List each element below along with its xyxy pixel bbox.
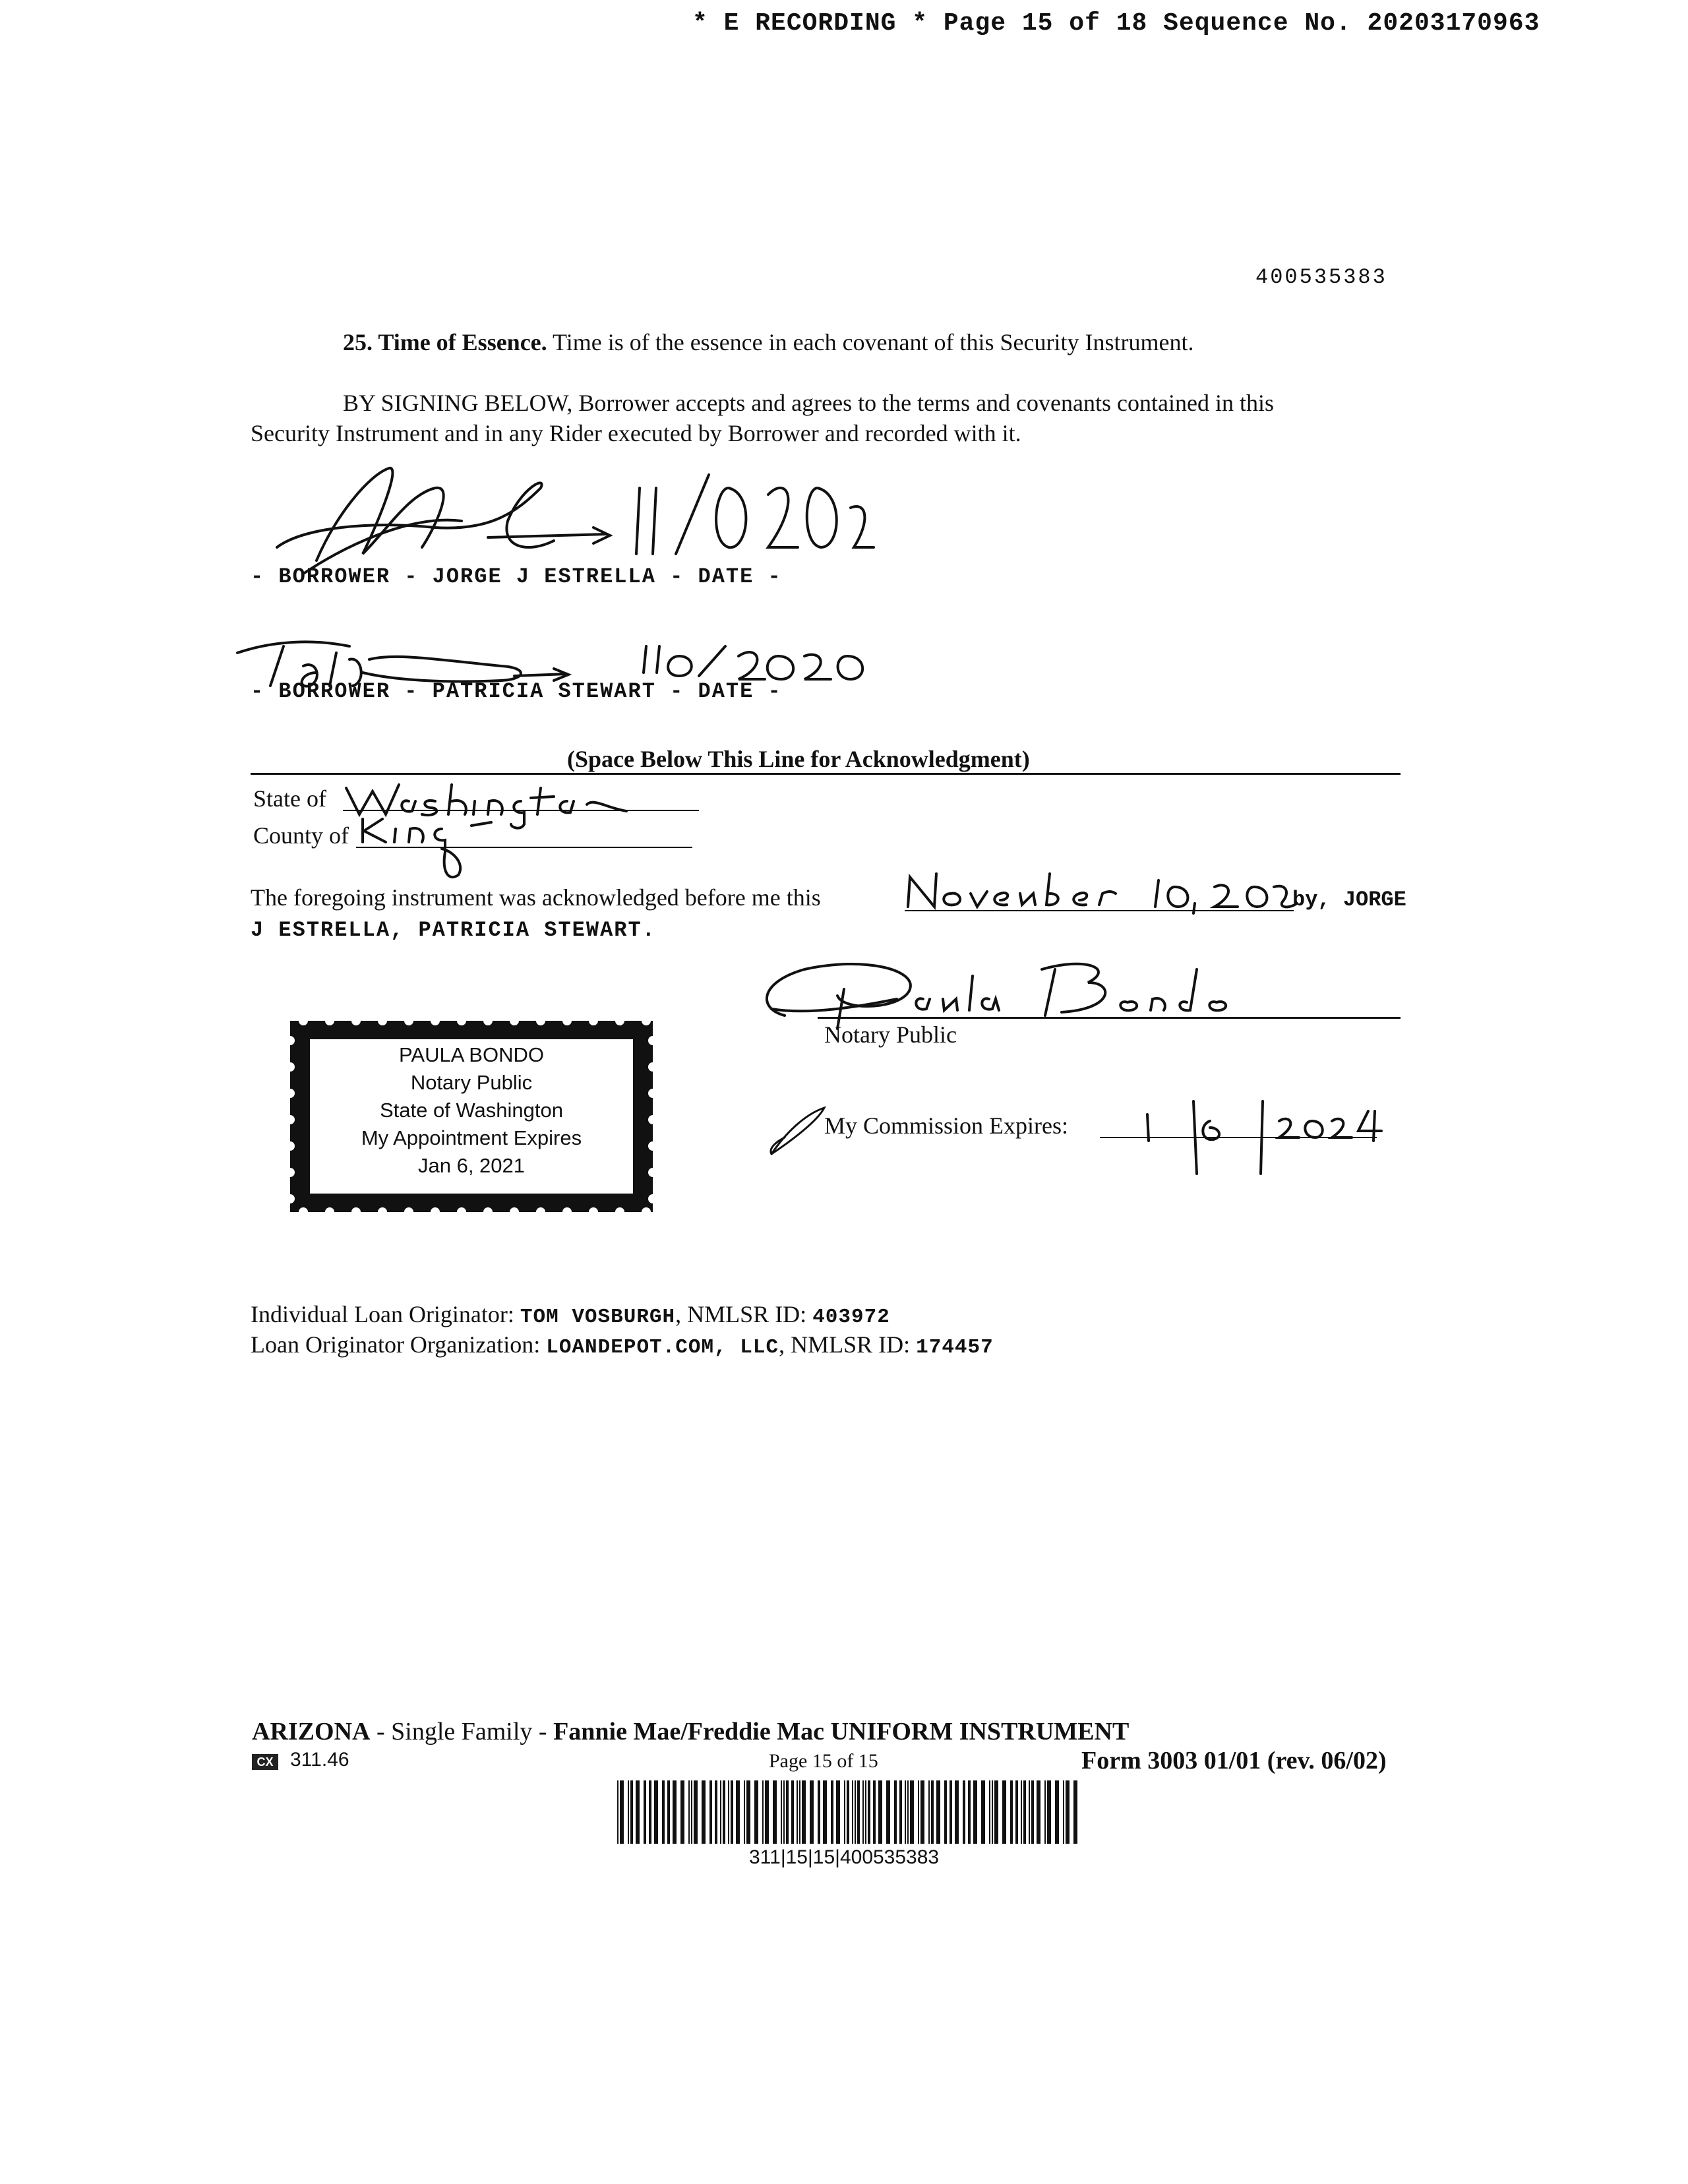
originator-id: 403972 bbox=[812, 1306, 890, 1329]
form-code: 311.46 bbox=[290, 1749, 349, 1771]
footer-dash: - Single Family - bbox=[370, 1718, 554, 1745]
acknowledged-names: J ESTRELLA, PATRICIA STEWART. bbox=[251, 918, 656, 942]
commission-label: My Commission Expires: bbox=[824, 1112, 1069, 1139]
state-label: State of bbox=[253, 785, 326, 812]
county-label: County of bbox=[253, 822, 349, 849]
individual-loan-originator bbox=[251, 1300, 890, 1329]
originator-label: Individual Loan Originator: bbox=[251, 1301, 520, 1327]
clause-25-text: Time is of the essence in each covenant of this Security Instrument. bbox=[547, 329, 1194, 355]
recording-stamp: * E RECORDING * Page 15 of 18 Sequence No. 20203170963 bbox=[692, 9, 1540, 38]
signing-statement-line1: BY SIGNING BELOW, Borrower accepts and agrees to the terms and covenants contained in this bbox=[343, 390, 1274, 416]
foregoing-by-text: by, JORGE bbox=[1292, 888, 1406, 912]
organization-name: LOANDEPOT.COM, LLC bbox=[546, 1336, 779, 1359]
loan-number: 400535383 bbox=[1255, 265, 1387, 289]
originator-id-label: , NMLSR ID: bbox=[675, 1301, 813, 1327]
notary-seal-state: State of Washington bbox=[379, 1099, 564, 1122]
clause-25 bbox=[343, 328, 1193, 356]
borrower2-caption: - BORROWER - PATRICIA STEWART - DATE - bbox=[251, 679, 782, 704]
notary-signature-line bbox=[818, 1017, 1401, 1019]
footer-state: ARIZONA bbox=[252, 1718, 371, 1745]
organization-id-label: , NMLSR ID: bbox=[779, 1331, 917, 1358]
borrower1-caption: - BORROWER - JORGE J ESTRELLA - DATE - bbox=[251, 564, 782, 589]
form-footer-title bbox=[252, 1717, 1129, 1746]
barcode-text: 311|15|15|400535383 bbox=[749, 1846, 940, 1868]
footer-instrument: Fannie Mae/Freddie Mac UNIFORM INSTRUMENT bbox=[553, 1718, 1130, 1745]
date-handwriting bbox=[905, 864, 1300, 923]
form-number: Form 3003 01/01 (rev. 06/02) bbox=[1081, 1747, 1387, 1774]
originator-name: TOM VOSBURGH bbox=[520, 1306, 676, 1329]
commission-handwriting bbox=[1114, 1095, 1391, 1180]
county-handwriting bbox=[356, 812, 554, 885]
form-badge: CX bbox=[252, 1754, 278, 1770]
notary-seal-appointment: My Appointment Expires bbox=[361, 1126, 582, 1149]
organization-id: 174457 bbox=[916, 1336, 994, 1359]
page-count: Page 15 of 15 bbox=[769, 1750, 878, 1772]
acknowledgment-title: (Space Below This Line for Acknowledgment) bbox=[567, 746, 1030, 772]
acknowledgment-divider bbox=[251, 773, 1401, 775]
organization-label: Loan Originator Organization: bbox=[251, 1331, 547, 1358]
signing-statement-line2: Security Instrument and in any Rider executed by Borrower and recorded with it. bbox=[251, 420, 1021, 446]
foregoing-by bbox=[1292, 884, 1406, 912]
clause-25-heading: 25. Time of Essence. bbox=[343, 329, 547, 355]
foregoing-text: The foregoing instrument was acknowledged before me this bbox=[251, 884, 821, 911]
document-barcode bbox=[617, 1780, 1079, 1844]
commission-pen-mark bbox=[765, 1101, 831, 1161]
notary-seal-name: PAULA BONDO bbox=[399, 1043, 544, 1066]
notary-public-label: Notary Public bbox=[824, 1021, 957, 1048]
notary-seal-title: Notary Public bbox=[410, 1071, 533, 1094]
notary-seal-expires: Jan 6, 2021 bbox=[417, 1154, 526, 1177]
loan-originator-organization bbox=[251, 1331, 994, 1359]
